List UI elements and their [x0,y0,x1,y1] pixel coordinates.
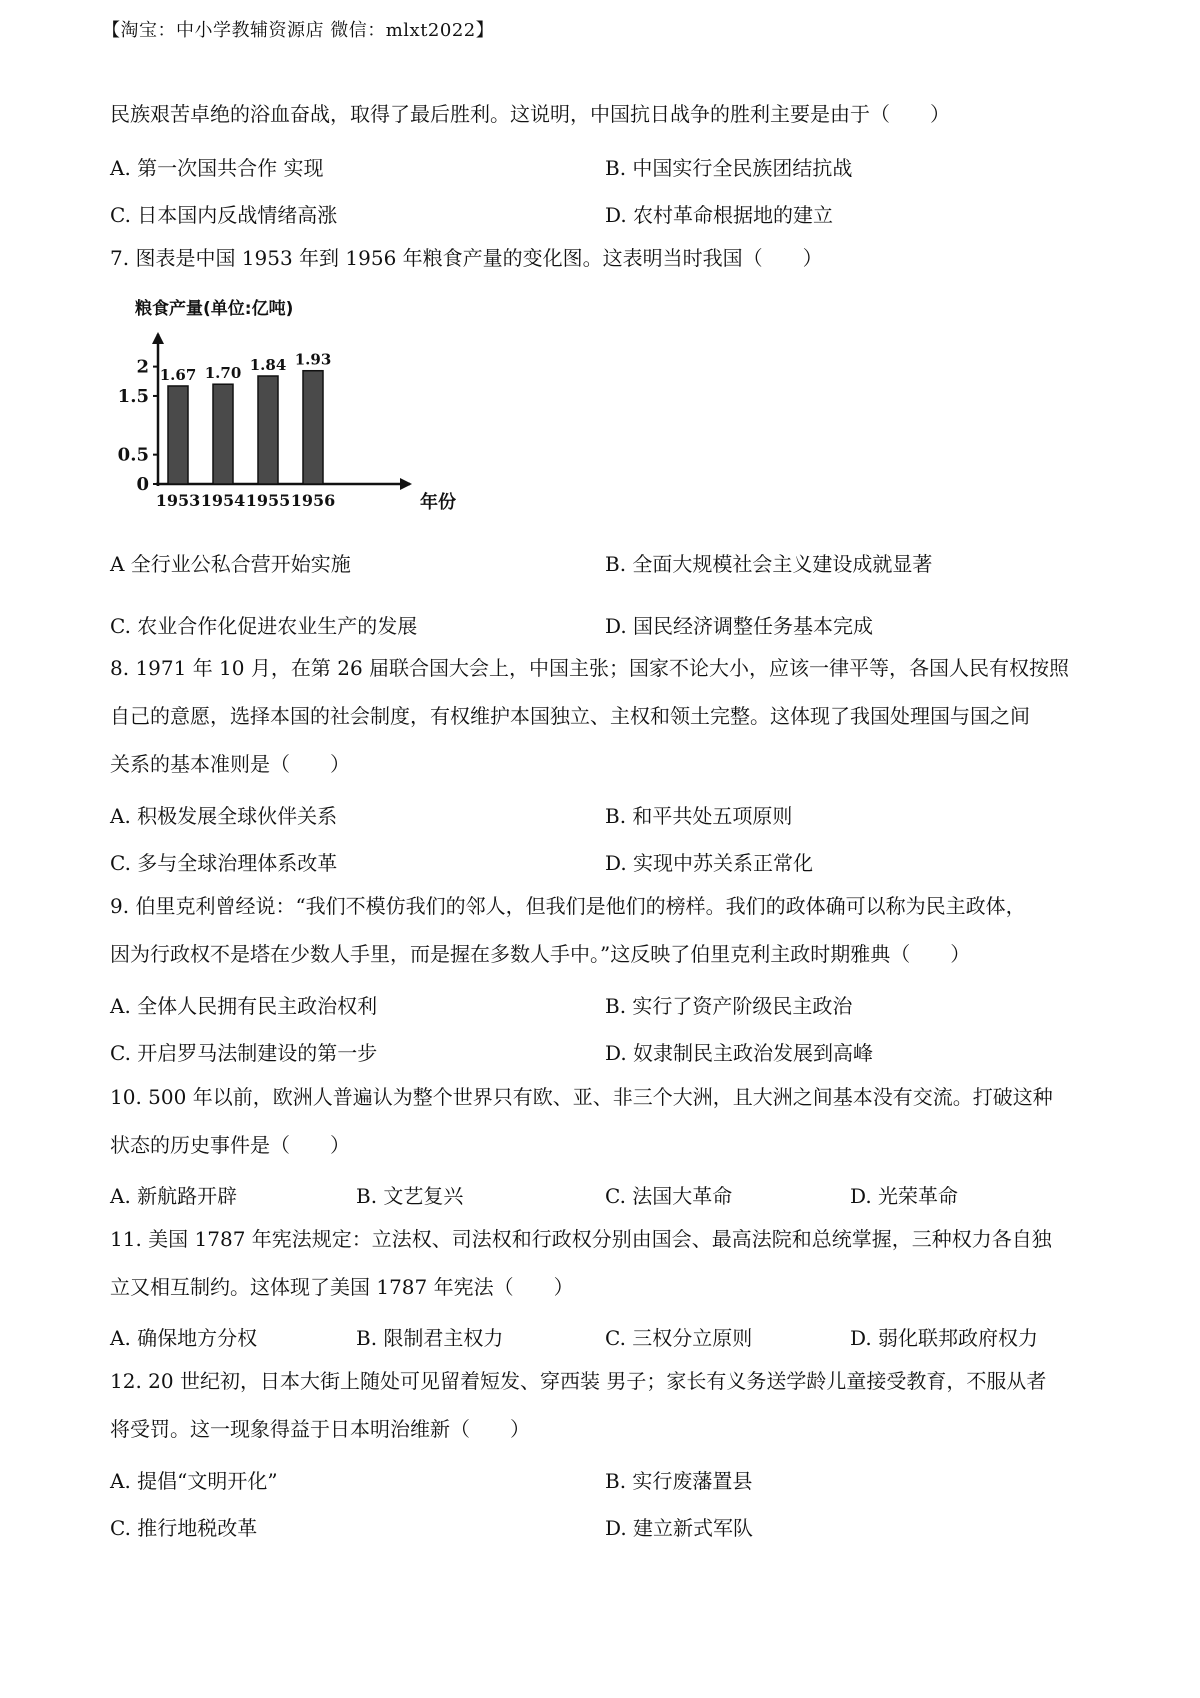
q9-option-a: A. 全体人民拥有民主政治权利 [110,994,378,1018]
q12-stem-line-1: 12. 20 世纪初，日本大街上随处可见留着短发、穿西装 男子；家长有义务送学龄儿童接受教育，不服从者 [110,1369,1047,1393]
bar [303,371,323,484]
q10-option-b: B. 文艺复兴 [356,1184,464,1208]
x-category-label: 1955 [245,491,291,510]
y-tick-label: 1.5 [117,385,149,407]
q9-option-b: B. 实行了资产阶级民主政治 [605,994,853,1018]
bar-value-label: 1.93 [294,350,332,369]
y-axis-arrow [152,332,164,344]
q11-stem-line-1: 11. 美国 1787 年宪法规定：立法权、司法权和行政权分别由国会、最高法院和总统掌握，三种权力各自独 [110,1227,1052,1251]
header-note: 【淘宝：中小学教辅资源店 微信：mlxt2022】 [102,20,495,41]
grain-output-chart-svg [110,292,470,532]
q10-option-c: C. 法国大革命 [605,1184,733,1208]
bar-value-label: 1.84 [249,356,287,374]
q10-stem-line-2: 状态的历史事件是（ ） [110,1133,350,1157]
q11-option-c: C. 三权分立原则 [605,1326,753,1350]
q8-stem-line-3: 关系的基本准则是（ ） [110,752,350,776]
q8-option-a: A. 积极发展全球伙伴关系 [110,804,338,828]
q12-stem-line-2: 将受罚。这一现象得益于日本明治维新（ ） [110,1417,530,1441]
x-category-label: 1953 [155,491,201,510]
q9-option-d: D. 奴隶制民主政治发展到高峰 [605,1041,874,1065]
bar [258,376,278,484]
q12-option-b: B. 实行废藩置县 [605,1469,753,1493]
grain-output-chart [110,292,470,532]
x-category-label: 1954 [200,491,246,510]
q6-option-a: A. 第一次国共合作 实现 [110,156,324,180]
q9-stem-line-1: 9. 伯里克利曾经说：“我们不模仿我们的邻人，但我们是他们的榜样。我们的政体确可以称为民主政体， [110,894,1026,918]
q9-option-c: C. 开启罗马法制建设的第一步 [110,1041,378,1065]
q8-option-b: B. 和平共处五项原则 [605,804,793,828]
q12-option-c: C. 推行地税改革 [110,1516,258,1540]
q11-option-d: D. 弱化联邦政府权力 [850,1326,1039,1350]
bar-value-label: 1.67 [159,365,197,384]
q7-option-b: B. 全面大规模社会主义建设成就显著 [605,552,933,576]
q10-option-d: D. 光荣革命 [850,1184,959,1208]
q8-stem-line-1: 8. 1971 年 10 月，在第 26 届联合国大会上，中国主张；国家不论大小，应该一律平等，各国人民有权按照 [110,656,1070,680]
bar [213,384,233,484]
q6-option-c: C. 日本国内反战情绪高涨 [110,203,338,227]
q12-option-d: D. 建立新式军队 [605,1516,754,1540]
q10-option-a: A. 新航路开辟 [110,1184,238,1208]
q6-option-b: B. 中国实行全民族团结抗战 [605,156,853,180]
q7-option-d: D. 国民经济调整任务基本完成 [605,614,874,638]
y-tick-label: 0.5 [117,444,149,466]
q8-option-d: D. 实现中苏关系正常化 [605,851,814,875]
x-category-label: 1956 [290,491,336,510]
q8-stem-line-2: 自己的意愿，选择本国的社会制度，有权维护本国独立、主权和领土完整。这体现了我国处理国与国之间 [110,704,1030,728]
chart-title: 粮食产量(单位:亿吨) [135,299,294,319]
q11-option-b: B. 限制君主权力 [356,1326,504,1350]
q8-option-c: C. 多与全球治理体系改革 [110,851,338,875]
q6-stem-tail: 民族艰苦卓绝的浴血奋战，取得了最后胜利。这说明，中国抗日战争的胜利主要是由于（ ） [110,102,950,126]
q7-stem: 7. 图表是中国 1953 年到 1956 年粮食产量的变化图。这表明当时我国（ ） [110,246,823,270]
q9-stem-line-2: 因为行政权不是塔在少数人手里，而是握在多数人手中。”这反映了伯里克利主政时期雅典（ ） [110,942,971,966]
q11-option-a: A. 确保地方分权 [110,1326,258,1350]
bar [168,386,188,484]
x-axis-label: 年份 [420,492,456,513]
y-tick-label: 0 [136,474,149,495]
q6-option-d: D. 农村革命根据地的建立 [605,203,834,227]
q7-option-a: A 全行业公私合营开始实施 [110,552,351,576]
y-tick-label: 2 [136,356,149,378]
q11-stem-line-2: 立又相互制约。这体现了美国 1787 年宪法（ ） [110,1275,574,1299]
q7-option-c: C. 农业合作化促进农业生产的发展 [110,614,418,638]
q10-stem-line-1: 10. 500 年以前，欧洲人普遍认为整个世界只有欧、亚、非三个大洲，且大洲之间基本没有交流。打破这种 [110,1085,1053,1109]
x-axis-arrow [400,478,412,490]
bar-value-label: 1.70 [204,364,242,383]
q12-option-a: A. 提倡“文明开化” [110,1469,278,1493]
